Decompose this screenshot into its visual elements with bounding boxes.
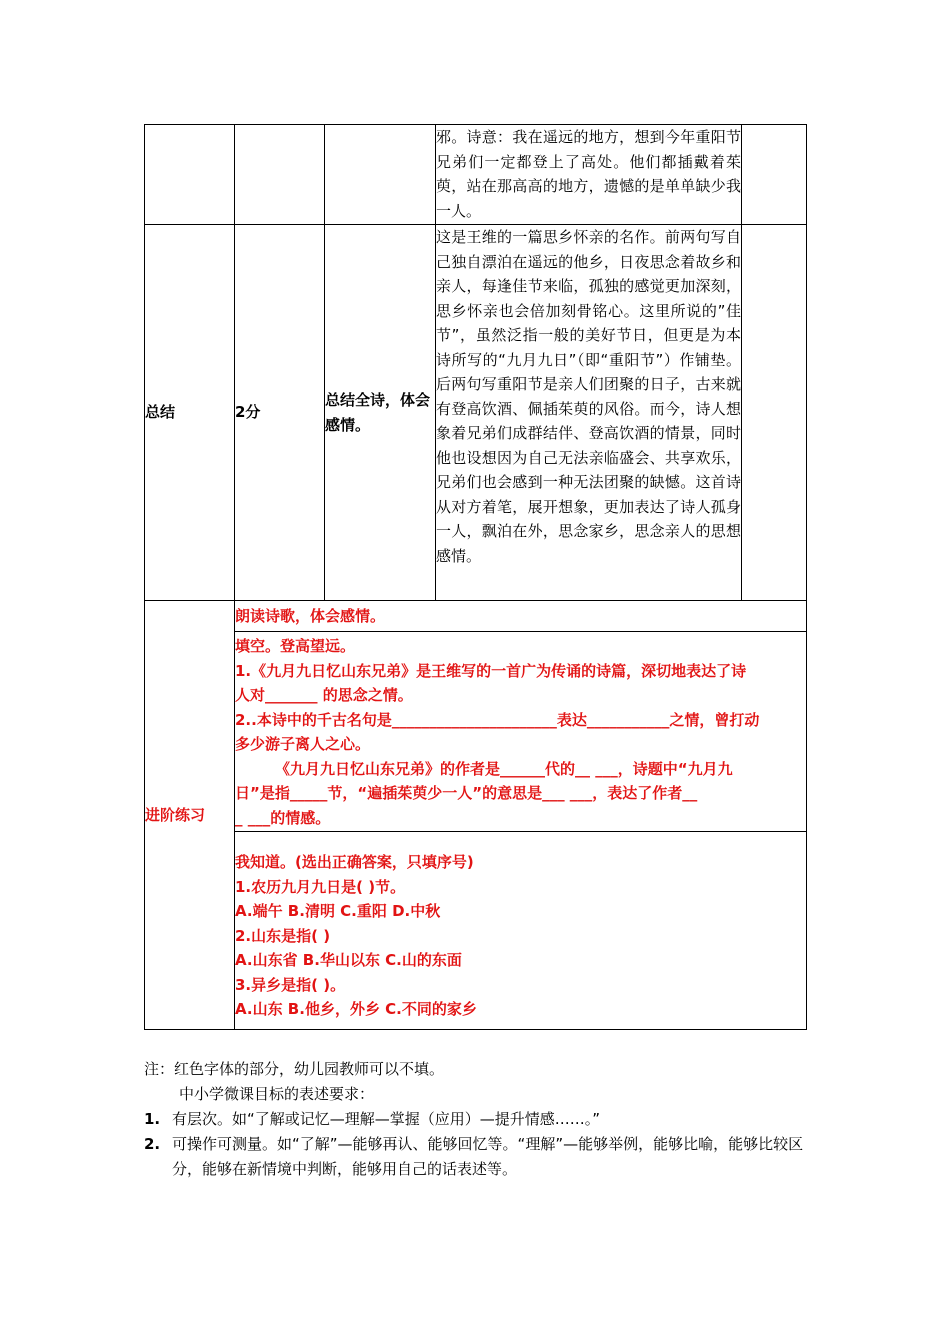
choice-title: 我知道。(选出正确答案，只填序号) bbox=[235, 853, 474, 871]
notes-item-number: 1. bbox=[144, 1110, 161, 1128]
note-text: 注：红色字体的部分，幼儿园教师可以不填。 bbox=[144, 1060, 445, 1078]
table-row-practice-choice bbox=[145, 832, 807, 1030]
summary-text: 这是王维的一篇思乡怀亲的名作。前两句写自己独自漂泊在遥远的他乡，日夜思念着故乡和亲人，每逢佳节来临，孤独的感觉更加深刻，思乡怀亲也会倍加刻骨铭心。这里所说的”佳节”，虽然泛指一般的美好节日，但更是为本诗所写的“九月九日”（即“重阳节”）作铺垫。后两句写重阳节是亲人们团聚的日子，古来就有登高饮酒、佩插茱萸的风俗。而今，诗人想象着兄弟们成群结伴、登高饮酒的情景，同时他也设想因为自己无法亲临盛会、共享欢乐，兄弟们也会感到一种无法团聚的缺憾。这首诗从对方着笔，展开想象，更加表达了诗人孤身一人，飘泊在外，思念家乡，思念亲人的思想感情。 bbox=[436, 228, 741, 565]
choice-line: A.端午 B.清明 C.重阳 D.中秋 bbox=[235, 902, 441, 920]
content-cell bbox=[436, 125, 742, 225]
goal-cell bbox=[325, 125, 436, 225]
notes-item bbox=[144, 1107, 806, 1132]
note-cell bbox=[742, 225, 807, 601]
section-cell bbox=[145, 125, 235, 225]
section-label-text: 总结 bbox=[145, 403, 176, 422]
practice-label-text: 进阶练习 bbox=[145, 805, 206, 824]
notes-item-text: 有层次。如“了解或记忆—理解—掌握（应用）—提升情感……。” bbox=[172, 1110, 601, 1128]
choice-line: 1.农历九月九日是( )节。 bbox=[235, 877, 406, 896]
table-row-summary bbox=[145, 225, 807, 601]
notes-section bbox=[144, 1057, 806, 1182]
notes-item bbox=[144, 1132, 806, 1182]
goal-label-summary bbox=[325, 225, 436, 601]
choice-line: 3.异乡是指( )。 bbox=[235, 975, 346, 994]
fill-question-2b: 多少游子离人之心。 bbox=[235, 735, 371, 753]
table-row-practice-read bbox=[145, 601, 807, 632]
fill-question-3a: 《九月九日忆山东兄弟》的作者是______代的__ ___，诗题中“九月九 bbox=[275, 759, 733, 778]
fill-question-1b: 人对_______ 的思念之情。 bbox=[235, 686, 413, 704]
summary-content-cell bbox=[436, 225, 742, 601]
time-label-text: 2分 bbox=[235, 403, 261, 422]
practice-fill-cell bbox=[235, 632, 807, 832]
lesson-plan-table bbox=[144, 124, 807, 1030]
section-label-summary bbox=[145, 225, 235, 601]
goal-label-text: 总结全诗，体会感情。 bbox=[325, 391, 431, 434]
practice-read-cell bbox=[235, 601, 807, 632]
fill-question-2a: 2..本诗中的千古名句是______________________表达___________之情，曾打动 bbox=[235, 710, 760, 729]
fill-question-1a: 1.《九月九日忆山东兄弟》是王维写的一首广为传诵的诗篇，深切地表达了诗 bbox=[235, 661, 747, 680]
table-row-practice-fill bbox=[145, 632, 807, 832]
section-label-practice bbox=[145, 601, 235, 1030]
practice-read-text: 朗读诗歌，体会感情。 bbox=[235, 606, 386, 625]
choice-line: 2.山东是指( ) bbox=[235, 926, 331, 945]
practice-choice-cell bbox=[235, 832, 807, 1030]
choice-line: A.山东省 B.华山以东 C.山的东面 bbox=[235, 951, 462, 969]
note-cell bbox=[742, 125, 807, 225]
notes-item-number: 2. bbox=[144, 1135, 161, 1153]
fill-question-3c: _ ___的情感。 bbox=[235, 808, 331, 827]
poem-meaning-text: 邪。诗意：我在遥远的地方，想到今年重阳节兄弟们一定都登上了高处。他们都插戴着茱萸，站在那高高的地方，遗憾的是单单缺少我一人。 bbox=[436, 128, 741, 220]
table-row-continuation bbox=[145, 125, 807, 225]
time-cell bbox=[235, 125, 325, 225]
time-label-summary bbox=[235, 225, 325, 601]
choice-line: A.山东 B.他乡，外乡 C.不同的家乡 bbox=[235, 1000, 477, 1018]
notes-subtitle: 中小学微课目标的表述要求： bbox=[179, 1085, 375, 1103]
fill-question-3b: 日”是指_____节，“遍插茱萸少一人”的意思是___ ___，表达了作者__ bbox=[235, 784, 698, 802]
notes-item-text: 可操作可测量。如“了解”—能够再认、能够回忆等。“理解”—能够举例，能够比喻，能够比较区分，能够在新情境中判断，能够用自己的话表述等。 bbox=[172, 1135, 804, 1178]
fill-title: 填空。登高望远。 bbox=[235, 637, 356, 655]
